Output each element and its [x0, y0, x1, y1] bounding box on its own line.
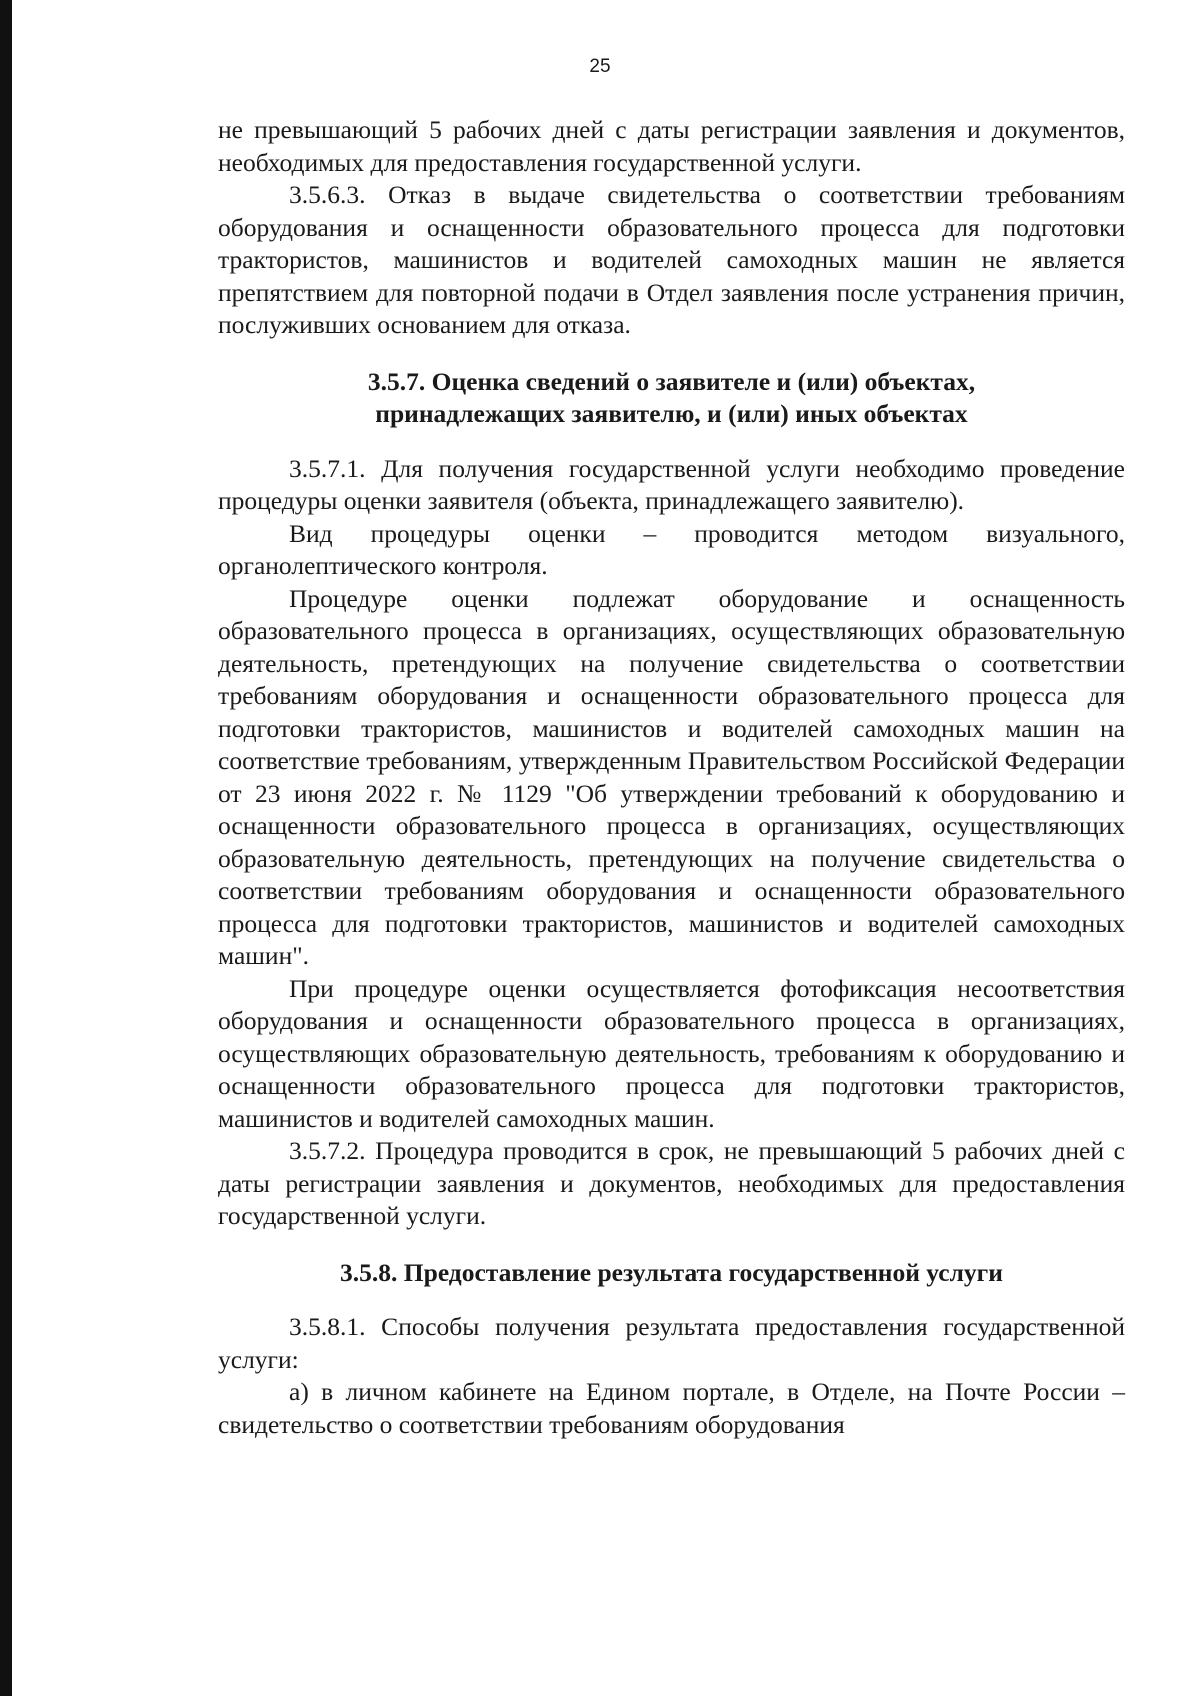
paragraph: 3.5.7.2. Процедура проводится в срок, не превышающий 5 рабочих дней с даты регистрации заявления и документов, необходимых для предоставления государственной услуги. — [218, 1136, 1125, 1230]
spacer — [218, 1289, 1125, 1311]
section-heading-line: принадлежащих заявителю, и (или) иных объектах — [375, 399, 968, 428]
scan-edge — [0, 0, 12, 1696]
paragraph: 3.5.7.1. Для получения государственной услуги необходимо проведение процедуры оценки заявителя (объекта, принадлежащего заявителю). — [218, 453, 1125, 515]
section-heading — [218, 1257, 1125, 1290]
spacer — [218, 342, 1125, 366]
spacer — [218, 1233, 1125, 1257]
page-number: 25 — [589, 56, 611, 77]
section-heading-line: 3.5.7. Оценка сведений о заявителе и (или) объектах, — [367, 366, 976, 396]
paragraph: Процедуре оценки подлежат оборудование и оснащенность образовательного процесса в организациях, осуществляющих образовательную деятельность, претендующих на получение свидетельства о соответствии требованиям оборудования и оснащенности образовательного процесса для подготовки трактористов, машинистов и водителей самоходных машин на соответствие требованиям, утвержденным Правительством Российской Федерации от 23 июня 2022 г. № 1129 "Об утверждении требований к оборудованию и оснащенности образовательного процесса в организациях, осуществляющих образовательную деятельность, претендующих на получение свидетельства о соответствии требованиям оборудования и оснащенности образовательного процесса для подготовки трактористов, машинистов и водителей самоходных машин". — [218, 583, 1125, 970]
section-heading-line: 3.5.8. Предоставление результата государственной услуги — [340, 1257, 1003, 1287]
paragraph: 3.5.6.3. Отказ в выдаче свидетельства о соответствии требованиям оборудования и оснащенности образовательного процесса для подготовки трактористов, машинистов и водителей самоходных машин не является препятствием для повторной подачи в Отдел заявления после устранения причин, послуживших основанием для отказа. — [218, 180, 1125, 339]
paragraph: не превышающий 5 рабочих дней с даты регистрации заявления и документов, необходимых для предоставления государственной услуги. — [218, 115, 1125, 177]
paragraph: При процедуре оценки осуществляется фотофиксация несоответствия оборудования и оснащенности образовательного процесса в организациях, осуществляющих образовательную деятельность, требованиям к оборудованию и оснащенности образовательного процесса для подготовки трактористов, машинистов и водителей самоходных машин. — [218, 973, 1125, 1133]
section-heading — [218, 366, 1125, 431]
spacer — [218, 431, 1125, 453]
paragraph: 3.5.8.1. Способы получения результата предоставления государственной услуги: — [218, 1312, 1125, 1374]
document-body — [218, 114, 1125, 1441]
paragraph: Вид процедуры оценки – проводится методом визуального, органолептического контроля. — [218, 518, 1125, 580]
paragraph: а) в личном кабинете на Едином портале, в Отделе, на Почте России – свидетельство о соответствии требованиям оборудования — [218, 1377, 1125, 1439]
